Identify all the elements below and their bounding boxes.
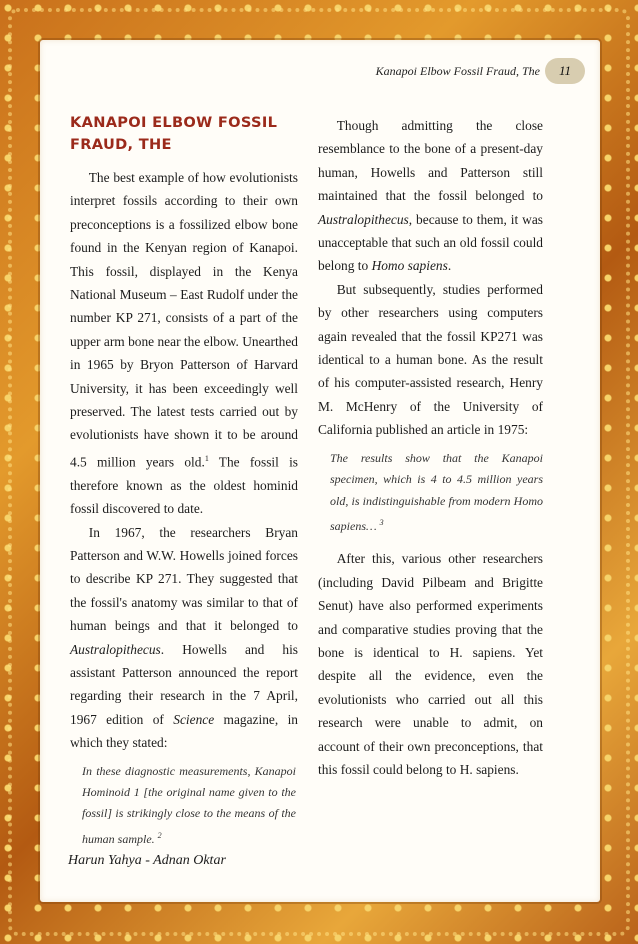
footnote-ref-1: 1 — [204, 453, 209, 463]
paragraph-3-b: , because to them, it was unacceptable that such an old fossil could belong to — [318, 211, 543, 274]
page-number-badge: 11 — [545, 58, 585, 84]
block-quote-2 — [318, 448, 543, 538]
paragraph-1 — [70, 166, 298, 521]
block-quote-1-text: In these diagnostic measurements, Kanapoi Hominoid 1 [the original name given to the fossil] is strikingly close to the means of the human sample. — [82, 763, 296, 846]
paragraph-2-a: In 1967, the researchers Bryan Patterson and W.W. Howells joined forces to describe KP 271. They suggested that the fossil's anatomy was similar to that of human beings and that it belonged to — [70, 524, 298, 634]
article-title-line-1: KANAPOI ELBOW FOSSIL — [70, 114, 278, 131]
paragraph-3 — [318, 114, 543, 278]
paragraph-1-end: The fossil is therefore known as the oldest hominid fossil discovered to date. — [70, 454, 298, 517]
block-quote-1 — [70, 761, 298, 851]
running-header: Kanapoi Elbow Fossil Fraud, The — [375, 64, 540, 78]
paragraph-2-b: . Howells and his assistant Patterson announced the report regarding their research in the 7 April, 1967 edition of — [70, 641, 298, 727]
paragraph-3-em: Australopithecus — [318, 211, 409, 227]
paragraph-2-em: Australopithecus — [70, 641, 161, 657]
paragraph-4: But subsequently, studies performed by other researchers using computers again revealed that the fossil KP271 was identical to a human bone. As the result of his computer-assisted research, Henry M. McHenry of the University of California published an article in 1975: — [318, 281, 543, 438]
right-column — [318, 114, 543, 781]
paragraph-1-text: The best example of how evolutionists interpret fossils according to their own preconceptions is a fossilized elbow bone found in the Kenyan region of Kanapoi. This fossil, displayed in the Kenya National Museum – East Rudolf under the number KP 271, consists of a part of the upper arm bone near the elbow. Unearthed in 1965 by Bryon Patterson of Harvard University, it has been exceedingly well preserved. The latest tests carried out by evolutionists have shown it to be around 4.5 million years old. — [70, 170, 298, 470]
paragraph-3-a: Though admitting the close resemblance to the bone of a present-day human, Howells and Patterson still maintained that the fossil belonged to — [318, 118, 543, 204]
footer-author: Harun Yahya - Adnan Oktar — [68, 853, 226, 868]
paragraph-5: After this, various other researchers (including David Pilbeam and Brigitte Senut) have also performed experiments and comparative studies proving that the bone is identical to H. sapiens. Yet despite all the evidence, even the evolutionists who carried out all this research were unable to admit, on account of their own preconceptions, that this fossil could belong to H. sapiens. — [318, 551, 543, 777]
footnote-ref-2: 2 — [157, 830, 162, 840]
paragraph-2 — [70, 521, 298, 755]
article-title-line-2: FRAUD, THE — [70, 136, 172, 153]
paragraph-2-em2: Science — [173, 711, 215, 727]
left-column — [70, 112, 298, 850]
paragraph-3-c: . — [447, 258, 452, 274]
block-quote-2-text: The results show that the Kanapoi specimen, which is 4 to 4.5 million years old, is indistinguishable from modern Homo sapiens… — [330, 450, 543, 533]
footnote-ref-3: 3 — [379, 517, 384, 527]
paragraph-3-em2: Homo sapiens — [371, 258, 448, 274]
article-title — [70, 112, 298, 156]
paragraph-2-c: magazine, in which they stated: — [70, 711, 298, 751]
